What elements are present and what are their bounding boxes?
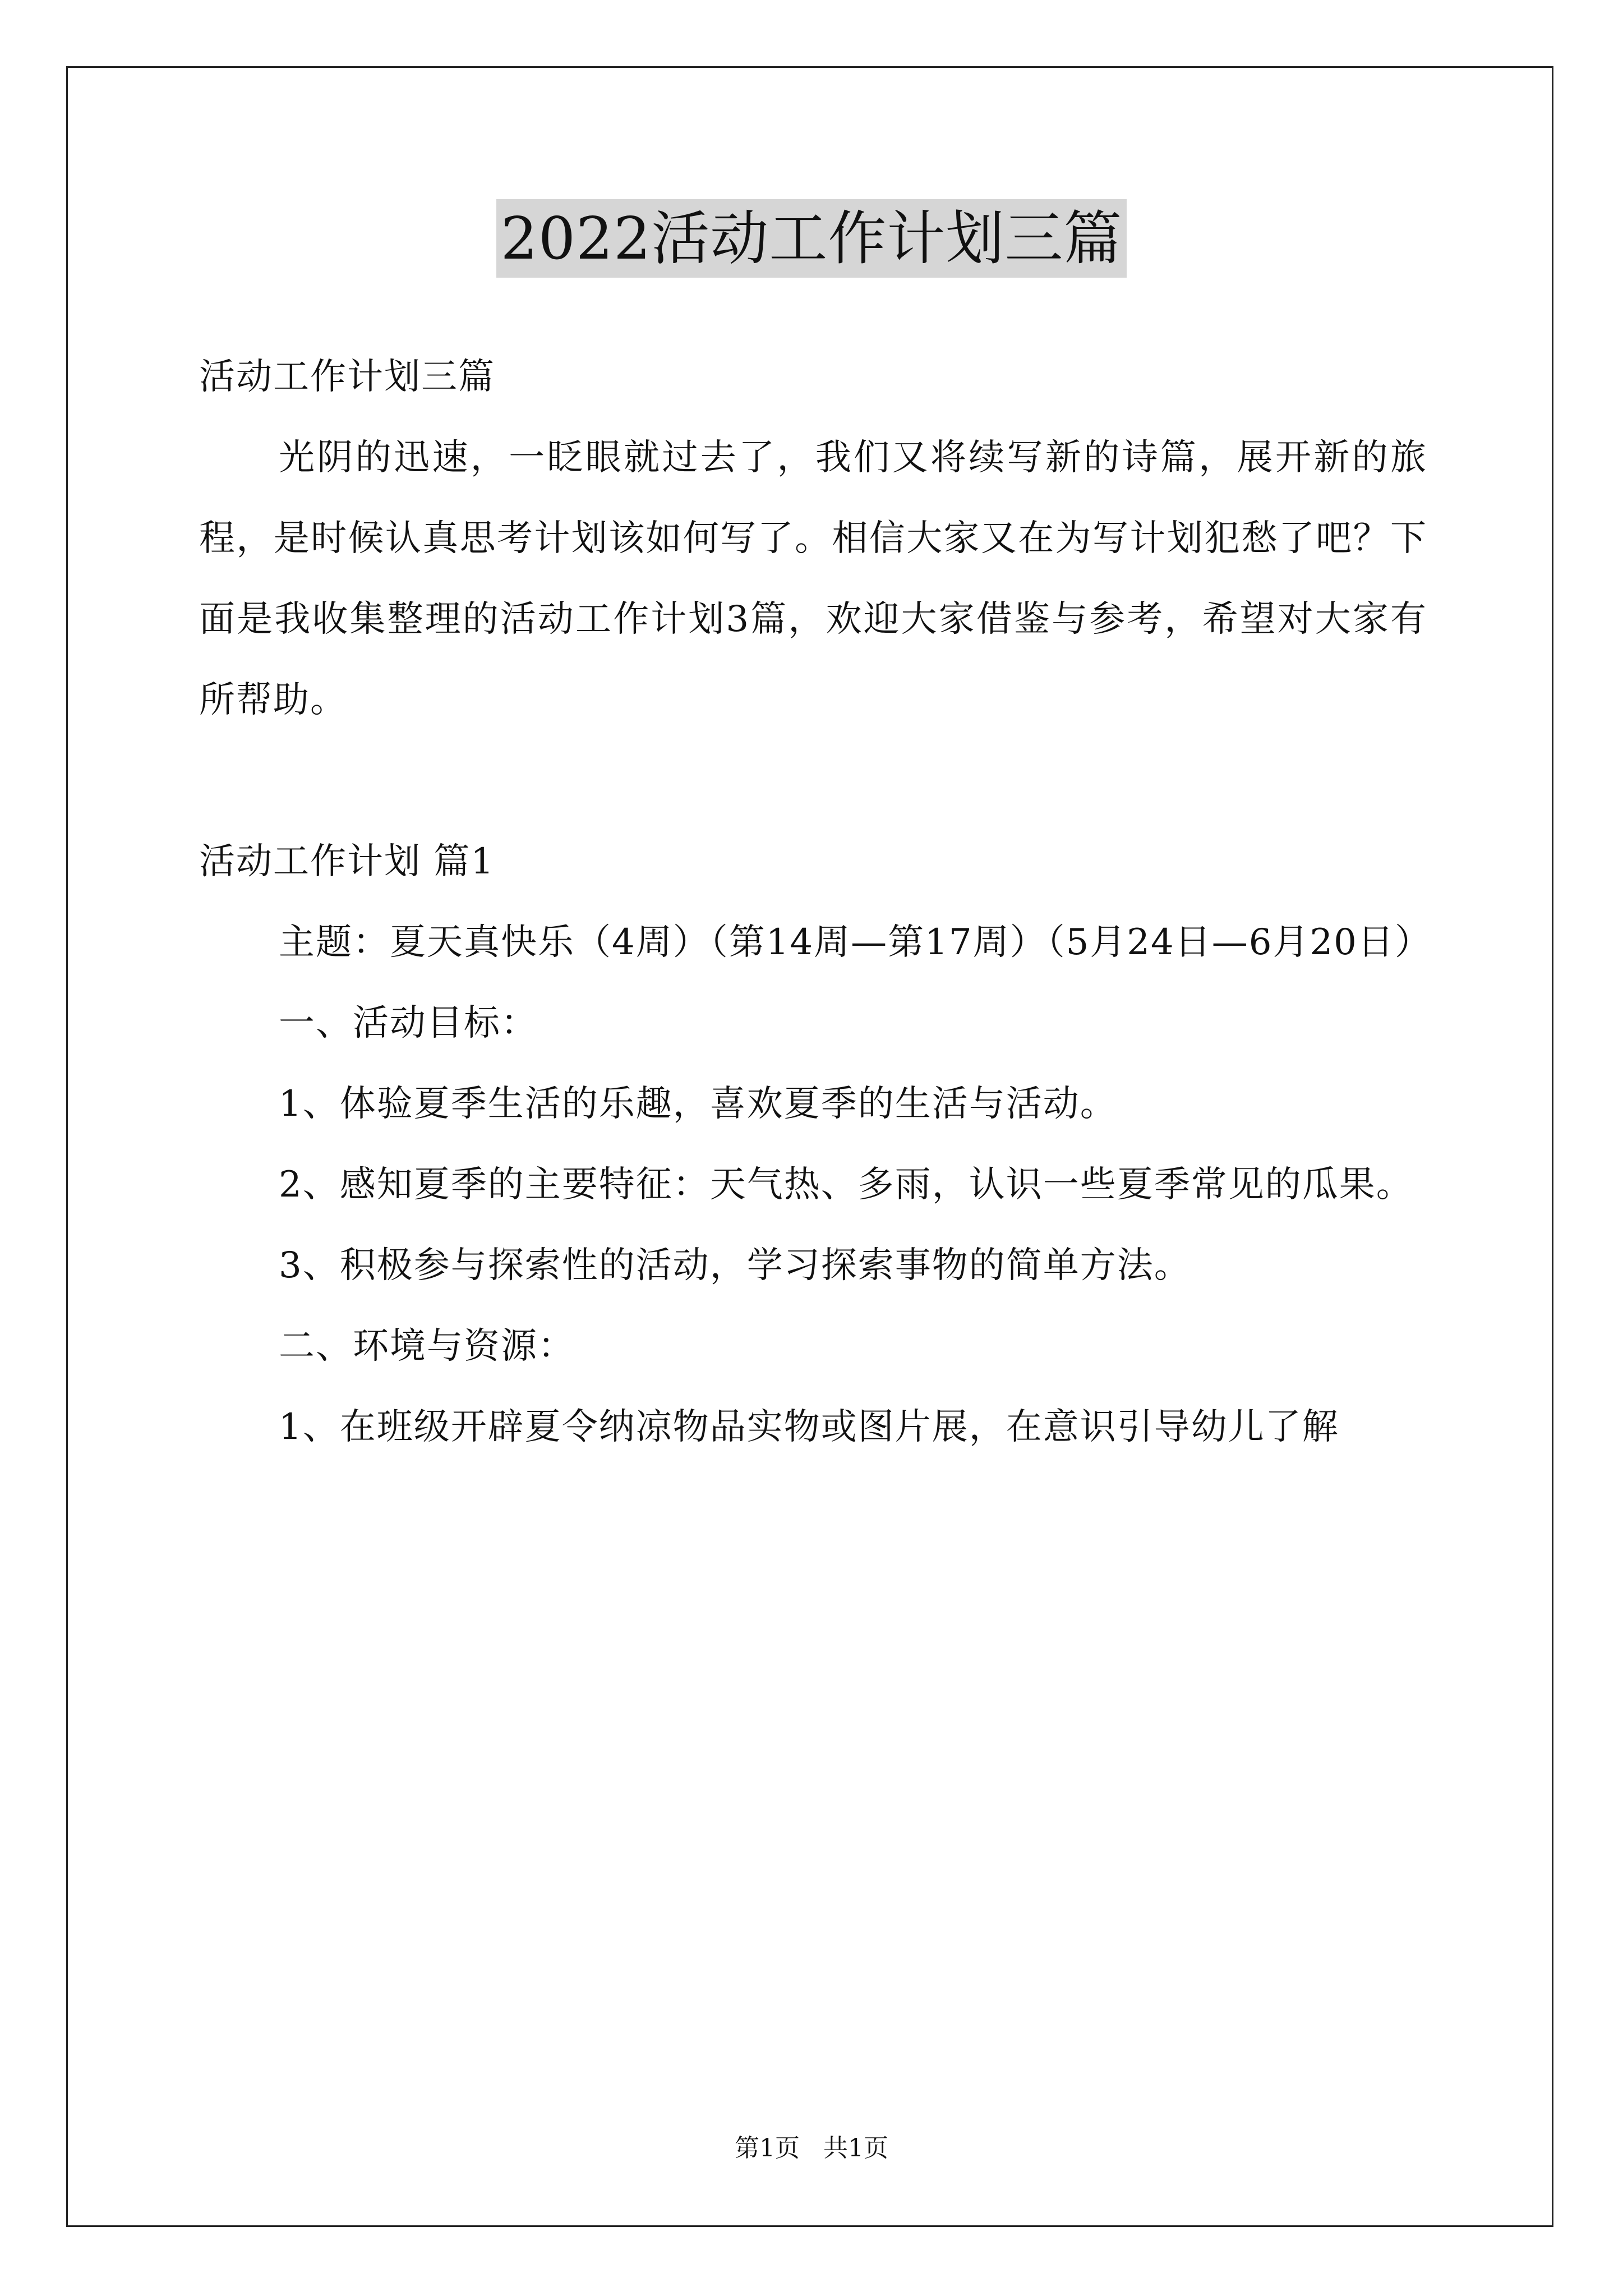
page-total: 共1页 [823,2134,888,2162]
page-footer [0,2132,1623,2165]
page-number: 第1页 [735,2134,800,2162]
spacer [199,740,1427,821]
paragraph-goal-3: 3、积极参与探索性的活动，学习探索事物的简单方法。 [279,1245,1191,1286]
paragraph-theme: 主题：夏天真快乐（4周）（第14周—第17周）（5月24日—6月20日） [279,922,1432,963]
paragraph-goal-2: 2、感知夏季的主要特征：天气热、多雨，认识一些夏季常见的瓜果。 [279,1164,1413,1205]
section-heading: 活动工作计划 篇1 [199,841,495,882]
title-wrap [0,199,1623,278]
paragraph-subtitle: 活动工作计划三篇 [199,356,495,398]
paragraph-heading-goals: 一、活动目标： [279,1002,538,1044]
paragraph-goal-1: 1、体验夏季生活的乐趣，喜欢夏季的生活与活动。 [279,1083,1117,1125]
paragraph-heading-environment: 二、环境与资源： [279,1326,575,1367]
document-body [199,337,1432,1467]
document-title: 2022活动工作计划三篇 [496,199,1127,278]
paragraph-intro: 光阴的迅速，一眨眼就过去了，我们又将续写新的诗篇，展开新的旅程，是时候认真思考计划该如何写了。相信大家又在为写计划犯愁了吧？下面是我收集整理的活动工作计划3篇，欢迎大家借鉴与参考，希望对大家有所帮助。 [199,437,1427,721]
paragraph-environment-1: 1、在班级开辟夏令纳凉物品实物或图片展，在意识引导幼儿了解 [279,1406,1339,1448]
